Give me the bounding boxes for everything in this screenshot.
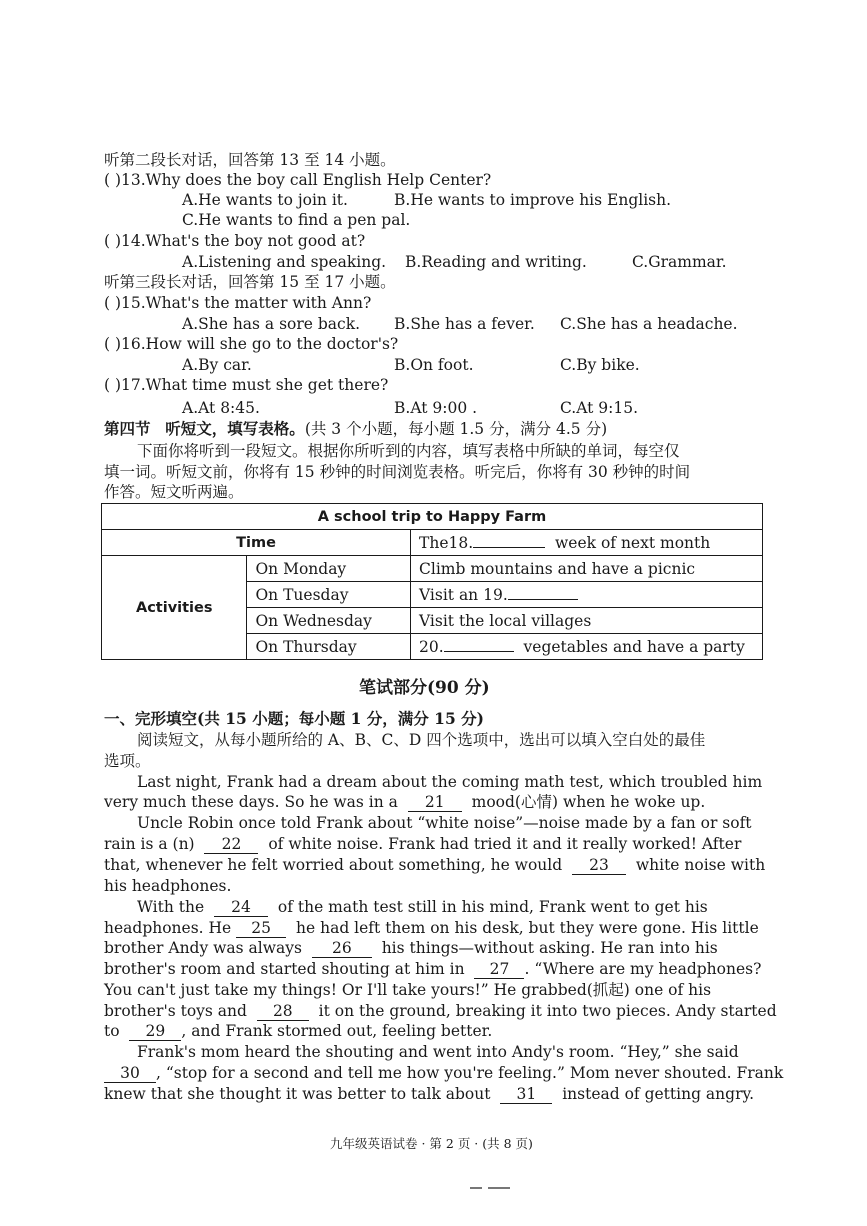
- cloze-blank-27[interactable]: 27: [474, 961, 524, 979]
- question-13: [104, 170, 491, 190]
- written-part-heading: 笔试部分(90 分): [359, 678, 490, 698]
- activities-label: Activities: [102, 556, 247, 660]
- cloze-blank-28[interactable]: 28: [257, 1003, 309, 1021]
- cloze-blank-22[interactable]: 22: [204, 836, 258, 854]
- passage-text: , “stop for a second and tell me how you're feeling.” Mom never shouted. Frank: [156, 1064, 784, 1082]
- option-16b: B.On foot.: [394, 356, 474, 374]
- section-4-instruction-3: 作答。短文听两遍。: [104, 483, 244, 501]
- passage-text: instead of getting angry.: [562, 1085, 755, 1103]
- section-4-heading: [104, 419, 607, 439]
- listening-intro-2: 听第二段长对话，回答第 13 至 14 小题。: [104, 151, 396, 169]
- passage-line: [104, 1021, 492, 1041]
- section-4-instruction-1: 下面你将听到一段短文。根据你所听到的内容，填写表格中所缺的单词，每空仅: [137, 442, 680, 460]
- question-16: [104, 334, 398, 354]
- option-13a: A.He wants to join it.: [182, 191, 348, 209]
- passage-text: of the math test still in his mind, Frank went to get his: [277, 898, 708, 916]
- cloze-title: 一、完形填空(共 15 小题；每小题 1 分，满分 15 分): [104, 709, 484, 728]
- day-cell: On Wednesday: [247, 608, 411, 634]
- question-15: [104, 293, 371, 313]
- answer-paren[interactable]: ( ): [104, 335, 122, 353]
- option-14c: C.Grammar.: [632, 253, 727, 271]
- day-cell: On Monday: [247, 556, 411, 582]
- option-15b: B.She has a fever.: [394, 315, 535, 333]
- passage-text: With the: [137, 898, 205, 916]
- cloze-blank-29[interactable]: 29: [129, 1023, 181, 1041]
- table-title: A school trip to Happy Farm: [102, 504, 763, 530]
- activity-suffix: vegetables and have a party: [523, 637, 745, 656]
- passage-line: [104, 1001, 777, 1021]
- day-cell: On Thursday: [247, 634, 411, 660]
- question-14: [104, 231, 365, 251]
- activity-cell: Climb mountains and have a picnic: [411, 556, 763, 582]
- table-row: [102, 556, 763, 582]
- passage-text: white noise with: [635, 856, 766, 874]
- time-row: [102, 530, 763, 556]
- time-label: Time: [102, 530, 411, 556]
- passage-text: mood(心情) when he woke up.: [471, 793, 706, 811]
- option-17a: A.At 8:45.: [182, 399, 260, 417]
- page-footer: 九年级英语试卷 · 第 2 页 · (共 8 页): [330, 1136, 533, 1151]
- cloze-blank-25[interactable]: 25: [236, 920, 286, 938]
- time-cell: [411, 530, 763, 556]
- passage-line: [104, 959, 761, 979]
- answer-paren[interactable]: ( ): [104, 294, 122, 312]
- section-4-instruction-2: 填一词。听短文前，你将有 15 秒钟的时间浏览表格。听完后，你将有 30 秒钟的时间: [104, 463, 691, 481]
- question-stem: 14.What's the boy not good at?: [121, 232, 366, 250]
- answer-paren[interactable]: ( ): [104, 171, 122, 189]
- passage-text: brother Andy was always: [104, 939, 302, 957]
- answer-paren[interactable]: ( ): [104, 376, 122, 394]
- cloze-instruction-1: 阅读短文，从每小题所给的 A、B、C、D 四个选项中，选出可以填入空白处的最佳: [137, 731, 706, 749]
- passage-line: Frank's mom heard the shouting and went into Andy's room. “Hey,” she said: [137, 1043, 739, 1061]
- option-14b: B.Reading and writing.: [405, 253, 587, 271]
- time-prefix: The18.: [419, 533, 474, 552]
- passage-text: rain is a (n): [104, 835, 195, 853]
- passage-line: Last night, Frank had a dream about the coming math test, which troubled him: [137, 773, 763, 791]
- option-15c: C.She has a headache.: [560, 315, 738, 333]
- passage-text: it on the ground, breaking it into two pieces. Andy started: [318, 1002, 777, 1020]
- activity-prefix: 20.: [419, 637, 444, 656]
- day-cell: On Tuesday: [247, 582, 411, 608]
- passage-text: . “Where are my headphones?: [524, 960, 762, 978]
- option-13c: C.He wants to find a pen pal.: [182, 211, 411, 229]
- passage-text: he had left them on his desk, but they were gone. His little: [296, 919, 759, 937]
- option-13b: B.He wants to improve his English.: [394, 191, 672, 209]
- cloze-blank-26[interactable]: 26: [312, 940, 372, 958]
- passage-line: [104, 792, 705, 812]
- answer-blank-19[interactable]: [508, 599, 578, 600]
- option-16c: C.By bike.: [560, 356, 640, 374]
- passage-line: [137, 897, 708, 917]
- table-title-row: [102, 504, 763, 530]
- activity-cell: [411, 634, 763, 660]
- question-stem: 17.What time must she get there?: [121, 376, 389, 394]
- passage-line: [104, 834, 741, 854]
- cloze-blank-24[interactable]: 24: [214, 899, 268, 917]
- cloze-blank-31[interactable]: 31: [500, 1086, 552, 1104]
- passage-line: [104, 1084, 754, 1104]
- question-stem: 15.What's the matter with Ann?: [121, 294, 372, 312]
- passage-text: that, whenever he felt worried about something, he would: [104, 856, 563, 874]
- option-16a: A.By car.: [182, 356, 252, 374]
- cloze-blank-21[interactable]: 21: [408, 794, 462, 812]
- activity-prefix: Visit an 19.: [419, 585, 508, 604]
- trip-table: [101, 503, 763, 660]
- passage-line: [104, 1063, 783, 1083]
- passage-text: brother's room and started shouting at him in: [104, 960, 465, 978]
- scan-mark: [470, 1187, 482, 1189]
- option-17c: C.At 9:15.: [560, 399, 639, 417]
- scan-mark: [488, 1187, 510, 1189]
- option-15a: A.She has a sore back.: [182, 315, 361, 333]
- section-title: 听短文，填写表格。: [165, 419, 305, 438]
- listening-intro-3: 听第三段长对话，回答第 15 至 17 小题。: [104, 273, 396, 291]
- answer-paren[interactable]: ( ): [104, 232, 122, 250]
- passage-line: You can't just take my things! Or I'll take yours!” He grabbed(抓起) one of his: [104, 981, 712, 999]
- question-stem: 16.How will she go to the doctor's?: [121, 335, 399, 353]
- passage-text: brother's toys and: [104, 1002, 247, 1020]
- time-suffix: week of next month: [555, 533, 711, 552]
- cloze-blank-30[interactable]: 30: [104, 1065, 156, 1083]
- activity-cell: [411, 582, 763, 608]
- passage-text: very much these days. So he was in a: [104, 793, 398, 811]
- passage-line: Uncle Robin once told Frank about “white noise”—noise made by a fan or soft: [137, 814, 752, 832]
- cloze-blank-23[interactable]: 23: [572, 857, 626, 875]
- question-stem: 13.Why does the boy call English Help Center?: [121, 171, 492, 189]
- question-17: [104, 375, 388, 395]
- passage-line: [104, 938, 718, 958]
- passage-text: his things—without asking. He ran into his: [381, 939, 718, 957]
- option-14a: A.Listening and speaking.: [182, 253, 387, 271]
- section-label: 第四节: [104, 419, 151, 438]
- passage-text: , and Frank stormed out, feeling better.: [181, 1022, 493, 1040]
- section-score: (共 3 个小题，每小题 1.5 分，满分 4.5 分): [304, 420, 608, 438]
- passage-text: knew that she thought it was better to talk about: [104, 1085, 491, 1103]
- answer-blank-18[interactable]: [473, 547, 545, 548]
- passage-text: of white noise. Frank had tried it and it really worked! After: [268, 835, 742, 853]
- passage-line: [104, 855, 765, 875]
- passage-text: to: [104, 1022, 120, 1040]
- passage-line: his headphones.: [104, 877, 232, 895]
- cloze-instruction-2: 选项。: [104, 752, 151, 770]
- passage-text: headphones. He: [104, 919, 232, 937]
- option-17b: B.At 9:00 .: [394, 399, 478, 417]
- passage-line: [104, 918, 759, 938]
- answer-blank-20[interactable]: [444, 651, 514, 652]
- activity-cell: Visit the local villages: [411, 608, 763, 634]
